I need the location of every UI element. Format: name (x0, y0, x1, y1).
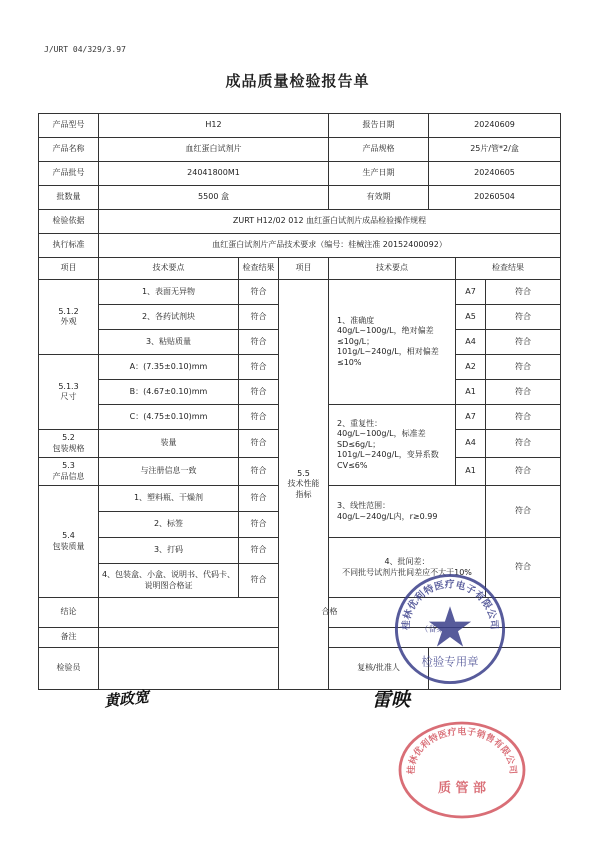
basis-label: 检验依据 (39, 210, 99, 234)
header-row-3 (39, 162, 561, 186)
standard-label: 执行标准 (39, 234, 99, 258)
product-name-label: 产品名称 (39, 138, 99, 162)
packing-result: 符合 (239, 430, 279, 458)
size-result-b: 符合 (239, 380, 279, 405)
accuracy-result-a7: 符合 (486, 280, 561, 305)
conclusion-label: 结论 (39, 598, 99, 628)
spec-label: 产品规格 (329, 138, 429, 162)
accuracy-req: 1、准确度 40g/L~100g/L，绝对偏差≤10g/L； 101g/L~240g/L，相对偏差≤10% (329, 280, 456, 405)
header-row-4 (39, 186, 561, 210)
qa-seal-bottom: 质 管 部 (437, 781, 487, 796)
appearance-result-3: 符合 (239, 330, 279, 355)
appearance-req-1: 1、表面无异物 (99, 280, 239, 305)
accuracy-result-a2: 符合 (486, 355, 561, 380)
accuracy-result-a5: 符合 (486, 305, 561, 330)
prod-date-label: 生产日期 (329, 162, 429, 186)
appearance-item: 5.1.2 外观 (39, 280, 99, 355)
basis-value: ZURT H12/02 012 血红蛋白试剂片成品检验操作规程 (99, 210, 561, 234)
repeat-level-a1: A1 (456, 458, 486, 486)
pkg-result-2: 符合 (239, 512, 279, 538)
pkg-req-1: 1、塑料瓶、干燥剂 (99, 486, 239, 512)
info-result: 符合 (239, 458, 279, 486)
linear-result: 符合 (486, 486, 561, 538)
accuracy-level-a7: A7 (456, 280, 486, 305)
col-result2: 检查结果 (456, 258, 561, 280)
col-item2: 项目 (279, 258, 329, 280)
reviewer-label: 复核/批准人 (329, 648, 429, 690)
column-header-row (39, 258, 561, 280)
info-item: 5.3 产品信息 (39, 458, 99, 486)
repeat-level-a4: A4 (456, 430, 486, 458)
expiry-label: 有效期 (329, 186, 429, 210)
qa-seal-ring-text: 桂林优利特医疗电子销售有限公司 (406, 727, 518, 775)
inspector-signature: 黄政宽 (103, 687, 150, 711)
size-req-b: B：(4.67±0.10)mm (99, 380, 239, 405)
prod-date-value: 20240605 (429, 162, 561, 186)
pkg-req-4: 4、包装盒、小盒、说明书、代码卡、说明图合格证 (99, 564, 239, 598)
qty-value: 5500 盒 (99, 186, 329, 210)
repeat-level-a7: A7 (456, 405, 486, 430)
col-req2: 技术要点 (329, 258, 456, 280)
accuracy-level-a1: A1 (456, 380, 486, 405)
packing-req: 装量 (99, 430, 239, 458)
basis-row (39, 210, 561, 234)
document-code: J/URT 04/329/3.97 (44, 45, 126, 54)
accuracy-level-a2: A2 (456, 355, 486, 380)
inspection-seal-bottom: 检验专用章 (421, 654, 479, 669)
report-date-value: 20240609 (429, 114, 561, 138)
appearance-req-2: 2、各药试剂块 (99, 305, 239, 330)
size-item: 5.1.3 尺寸 (39, 355, 99, 430)
remark-label: 备注 (39, 628, 99, 648)
repeat-result-a4: 符合 (486, 430, 561, 458)
inspector-sign-cell (99, 648, 329, 690)
product-name-value: 血红蛋白试剂片 (99, 138, 329, 162)
conclusion-value: 合格 (99, 598, 561, 628)
size-req-c: C：(4.75±0.10)mm (99, 405, 239, 430)
qty-label: 批数量 (39, 186, 99, 210)
inspection-seal (393, 572, 507, 686)
pkg-result-3: 符合 (239, 538, 279, 564)
repeat-req: 2、重复性： 40g/L~100g/L，标准差 SD≤6g/L； 101g/L~240g/L，变异系数 CV≤6% (329, 405, 456, 486)
pkg-result-4: 符合 (239, 564, 279, 598)
performance-item: 5.5 技术性能 指标 (279, 280, 329, 690)
col-item: 项目 (39, 258, 99, 280)
header-row-1 (39, 114, 561, 138)
spec-value: 25片/管*2/盒 (429, 138, 561, 162)
size-req-a: A：(7.35±0.10)mm (99, 355, 239, 380)
appearance-req-3: 3、粘贴质量 (99, 330, 239, 355)
accuracy-result-a4: 符合 (486, 330, 561, 355)
standard-value: 血红蛋白试剂片产品技术要求（编号：桂械注准 20152400092） (99, 234, 561, 258)
pkg-result-1: 符合 (239, 486, 279, 512)
inspection-seal-center: （备案） (420, 624, 453, 634)
size-result-a: 符合 (239, 355, 279, 380)
repeat-result-a7: 符合 (486, 405, 561, 430)
batch-value: 24041800M1 (99, 162, 329, 186)
expiry-value: 20260504 (429, 186, 561, 210)
appearance-result-2: 符合 (239, 305, 279, 330)
size-result-c: 符合 (239, 405, 279, 430)
table-row (39, 280, 561, 305)
col-req: 技术要点 (99, 258, 239, 280)
standard-row (39, 234, 561, 258)
packing-item: 5.2 包装规格 (39, 430, 99, 458)
accuracy-level-a4: A4 (456, 330, 486, 355)
linear-req: 3、线性范围： 40g/L~240g/L内，r≥0.99 (329, 486, 486, 538)
page-title: 成品质量检验报告单 (225, 72, 370, 90)
qa-department-seal (397, 720, 527, 820)
batch-label: 产品批号 (39, 162, 99, 186)
reviewer-signature: 雷映 (372, 689, 411, 711)
accuracy-result-a1: 符合 (486, 380, 561, 405)
pkg-item: 5.4 包装质量 (39, 486, 99, 598)
repeat-result-a1: 符合 (486, 458, 561, 486)
report-date-label: 报告日期 (329, 114, 429, 138)
inspector-label: 检验员 (39, 648, 99, 690)
batch-diff-req: 4、批间差： 不同批号试剂片批间差应不大于10% (329, 538, 486, 598)
product-model-label: 产品型号 (39, 114, 99, 138)
pkg-req-3: 3、打码 (99, 538, 239, 564)
appearance-result-1: 符合 (239, 280, 279, 305)
info-req: 与注册信息一致 (99, 458, 239, 486)
product-model-value: H12 (99, 114, 329, 138)
batch-diff-result: 符合 (486, 538, 561, 598)
pkg-req-2: 2、标签 (99, 512, 239, 538)
accuracy-level-a5: A5 (456, 305, 486, 330)
header-row-2 (39, 138, 561, 162)
inspection-seal-ring-text: 桂林优利特医疗电子有限公司 (400, 579, 500, 631)
col-result: 检查结果 (239, 258, 279, 280)
